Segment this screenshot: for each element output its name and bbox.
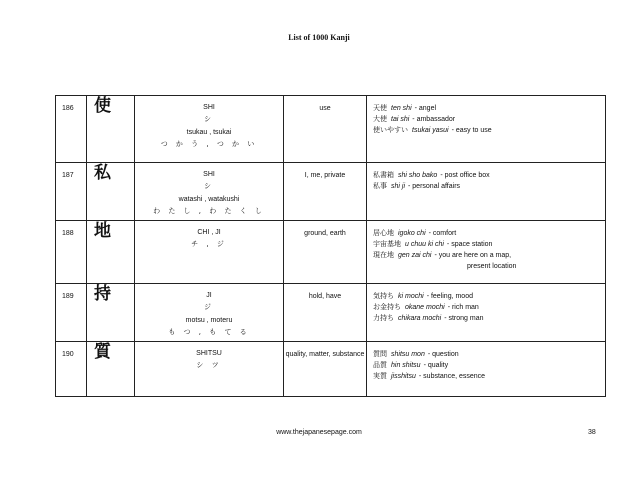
example-romaji: okane mochi [405, 304, 445, 311]
example-line [373, 302, 605, 313]
example-kanji: 居心地 [373, 229, 394, 237]
kun-kana: も つ , も て る [168, 328, 250, 336]
page-title: List of 1000 Kanji [288, 33, 350, 42]
example-line [373, 349, 605, 360]
example-line [373, 291, 605, 302]
example-kanji: 宇宙基地 [373, 240, 401, 248]
reading-cell [135, 221, 284, 284]
on-reading: CHI , JI [197, 229, 221, 236]
reading-cell [135, 284, 284, 342]
kanji-row-188 [56, 221, 606, 284]
example-gloss: - personal affairs [408, 183, 461, 190]
example-romaji: shitsu mon [391, 351, 425, 358]
kanji-character: 地 [87, 221, 135, 284]
example-romaji: tai shi [391, 116, 410, 123]
kun-reading: motsu , moteru [185, 317, 233, 324]
example-line [373, 125, 605, 136]
on-reading: SHITSU [196, 350, 222, 357]
example-romaji: jisshitsu [391, 373, 416, 380]
example-line [373, 114, 605, 125]
on-reading: SHI [203, 171, 215, 178]
example-kanji: 力持ち [373, 314, 394, 322]
kanji-character: 質 [87, 342, 135, 397]
example-gloss: - quality [423, 362, 449, 369]
example-kanji: 気持ち [373, 292, 394, 300]
meaning: ground, earth [284, 221, 367, 284]
example-line [373, 250, 605, 261]
kanji-character: 持 [87, 284, 135, 342]
example-line [373, 228, 605, 239]
example-gloss: - substance, essence [418, 373, 486, 380]
examples-cell [367, 163, 606, 221]
examples-cell [367, 342, 606, 397]
page-number: 38 [588, 429, 596, 436]
example-kanji: 使いやすい [373, 126, 408, 134]
example-kanji: 質問 [373, 350, 387, 358]
on-reading: SHI [203, 104, 215, 111]
on-kana: ジ [204, 303, 214, 311]
example-romaji: ten shi [391, 105, 412, 112]
example-gloss: - strong man [444, 315, 484, 322]
reading-cell [135, 96, 284, 163]
footer-url: www.thejapanesepage.com [276, 429, 362, 436]
example-line [373, 360, 605, 371]
example-gloss: - easy to use [451, 127, 492, 134]
example-romaji: tsukai yasui [412, 127, 449, 134]
meaning: quality, matter, substance [284, 342, 367, 397]
examples-cell [367, 96, 606, 163]
kanji-character: 使 [87, 96, 135, 163]
entry-number: 187 [56, 163, 87, 221]
on-reading: JI [206, 292, 212, 299]
example-romaji: gen zai chi [398, 252, 432, 259]
example-line [373, 170, 605, 181]
example-gloss: - question [427, 351, 459, 358]
kanji-row-187 [56, 163, 606, 221]
example-gloss: - angel [414, 105, 437, 112]
kun-kana: わ た し , わ た く し [153, 207, 265, 215]
on-kana: シ [204, 115, 214, 123]
example-gloss: - post office box [440, 172, 490, 179]
example-romaji: hin shitsu [391, 362, 421, 369]
kun-reading: tsukau , tsukai [186, 129, 232, 136]
kanji-table [55, 95, 606, 397]
entry-number: 188 [56, 221, 87, 284]
reading-cell [135, 163, 284, 221]
example-romaji: ki mochi [398, 293, 424, 300]
example-line [373, 103, 605, 114]
example-kanji: 現在地 [373, 251, 394, 259]
example-kanji: 私事 [373, 182, 387, 190]
on-kana: チ , ジ [191, 240, 227, 248]
example-kanji: 私書箱 [373, 171, 394, 179]
example-romaji: u chuu ki chi [405, 241, 444, 248]
example-gloss: - feeling, mood [426, 293, 473, 300]
example-kanji: 品質 [373, 361, 387, 369]
entry-number: 189 [56, 284, 87, 342]
kanji-row-186 [56, 96, 606, 163]
meaning: use [284, 96, 367, 163]
example-romaji: chikara mochi [398, 315, 442, 322]
on-kana: シ [204, 182, 214, 190]
meaning: I, me, private [284, 163, 367, 221]
kun-reading: watashi , watakushi [178, 196, 240, 203]
meaning: hold, have [284, 284, 367, 342]
example-line [373, 181, 605, 192]
example-line [373, 371, 605, 382]
example-gloss: - comfort [428, 230, 457, 237]
kanji-row-190 [56, 342, 606, 397]
example-kanji: 大使 [373, 115, 387, 123]
example-romaji: shi sho bako [398, 172, 438, 179]
example-gloss: - ambassador [412, 116, 456, 123]
example-romaji: shi ji [391, 183, 406, 190]
on-kana: シ ツ [196, 361, 222, 369]
example-line [373, 239, 605, 250]
example-gloss: - rich man [447, 304, 479, 311]
reading-cell [135, 342, 284, 397]
example-gloss: - space station [446, 241, 493, 248]
entry-number: 186 [56, 96, 87, 163]
examples-cell [367, 284, 606, 342]
example-kanji: 実質 [373, 372, 387, 380]
kun-kana: つ か う , つ か い [160, 140, 258, 148]
kanji-row-189 [56, 284, 606, 342]
kanji-character: 私 [87, 163, 135, 221]
entry-number: 190 [56, 342, 87, 397]
example-kanji: お金持ち [373, 303, 401, 311]
example-continuation: present location [467, 263, 517, 270]
example-kanji: 天使 [373, 104, 387, 112]
examples-cell [367, 221, 606, 284]
example-line [373, 313, 605, 324]
example-gloss: - you are here on a map, [434, 252, 512, 259]
example-romaji: igoko chi [398, 230, 426, 237]
